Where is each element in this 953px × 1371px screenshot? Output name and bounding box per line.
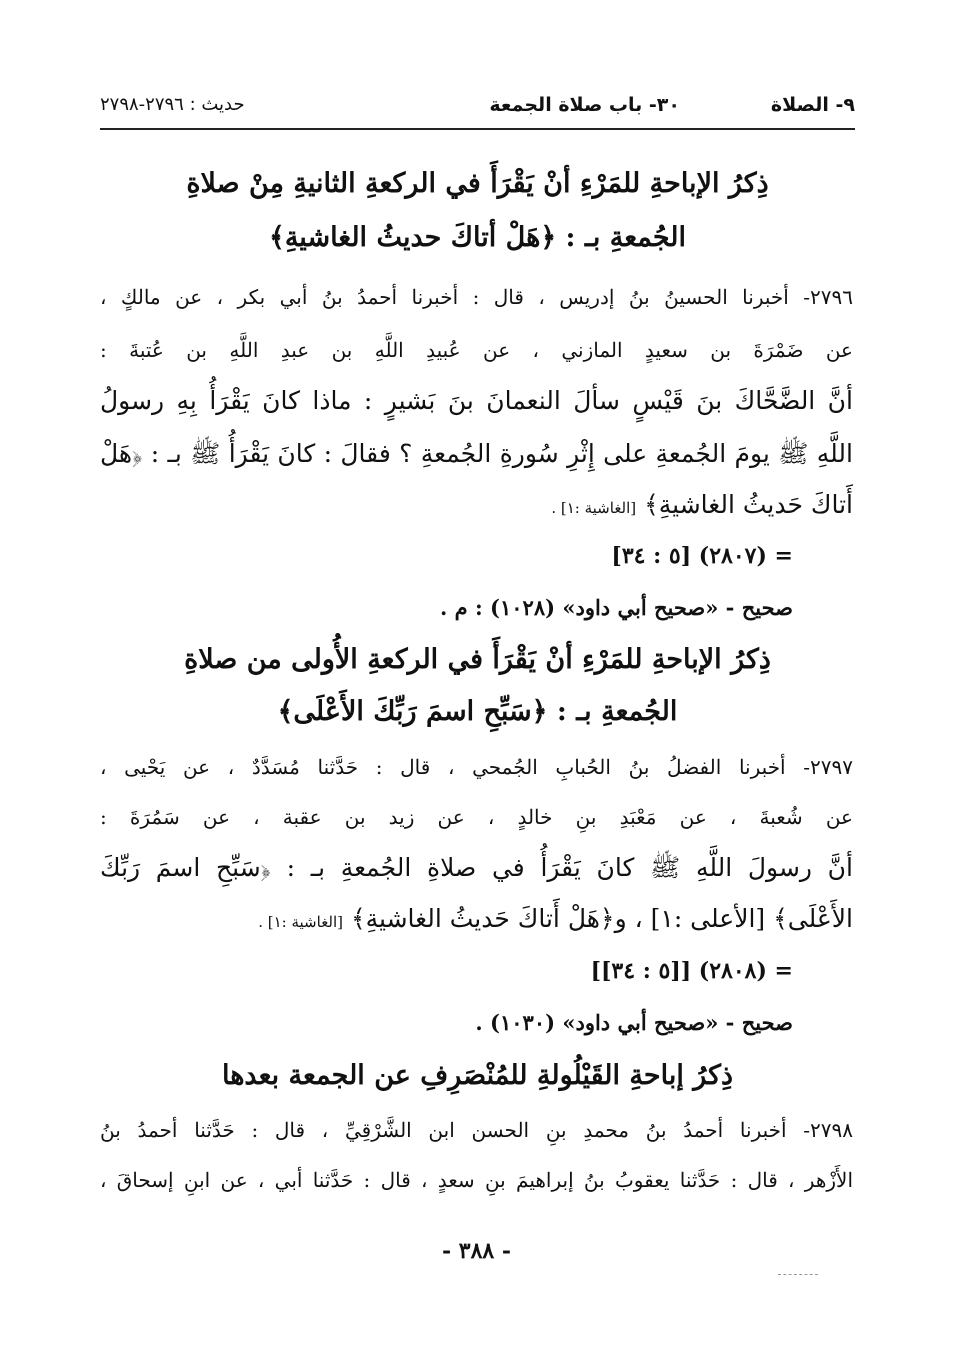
isnad-line: ٢٧٩٨- أخبرنا أحمدُ بنُ محمدِ بنِ الحسن ابن الشَّرْقِيِّ ، قال : حَدَّثنا أحمدُ بنُ xyxy=(100,1118,853,1142)
page-number: - ٣٨٨ - xyxy=(441,1238,512,1264)
isnad-line: ٢٧٩٧- أخبرنا الفضلُ بنُ الحُبابِ الجُمحي ، قال : حَدَّثنا مُسَدَّدٌ ، عن يَحْيى ، xyxy=(100,755,853,779)
section-title-line: الجُمعةِ بـ : ﴿سَبِّحِ اسمَ رَبِّكَ الأَعْلَى﴾ xyxy=(277,696,678,727)
section-title-line: ذِكرُ إباحةِ القَيْلُولةِ للمُنْصَرِفِ عن الجمعة بعدها xyxy=(221,1060,734,1091)
section-title-line: الجُمعةِ بـ : ﴿هَلْ أتاكَ حديثُ الغاشيةِ﴾ xyxy=(269,222,686,253)
running-header xyxy=(100,88,855,124)
scan-mark xyxy=(778,1274,818,1275)
section-title-line: ذِكرُ الإباحةِ للمَرْءِ أنْ يَقْرَأَ في الركعةِ الأُولى من صلاةِ xyxy=(184,644,771,675)
header-hadith-range: حديث : ٢٧٩٦-٢٧٩٨ xyxy=(100,94,245,115)
hadith-grade: صحيح - «صحيح أبي داود» (١٠٢٨) : م . xyxy=(440,595,793,620)
header-rule xyxy=(100,128,855,130)
isnad-line: عن ضَمْرَةَ بن سعيدٍ المازني ، عن عُبيدِ اللَّهِ بن عبدِ اللَّهِ بن عُتبةَ : xyxy=(100,338,853,362)
quran-reference: [الغاشية :١] . xyxy=(551,499,637,517)
matn-line: أنَّ الضَّحَّاكَ بنَ قَيْسٍ سألَ النعمانَ بنَ بَشيرٍ : ماذا كانَ يَقْرَأُ بِهِ رسولُ xyxy=(100,386,853,415)
cross-reference: = (٢٨٠٨) [[٥ : ٣٤]] xyxy=(590,958,793,984)
isnad-line: ٢٧٩٦- أخبرنا الحسينُ بنُ إدريس ، قال : أخبرنا أحمدُ بنُ أبي بكر ، عن مالكٍ ، xyxy=(100,285,853,309)
matn-text: أَتاكَ حَديثُ الغاشيةِ﴾ xyxy=(644,490,853,519)
matn-line-last xyxy=(100,904,853,933)
matn-text: الأَعْلَى﴾ [الأعلى :١] ، و﴿هَلْ أَتاكَ حَديثُ الغاشيةِ﴾ xyxy=(350,904,853,933)
matn-line: اللَّهِ ﷺ يومَ الجُمعةِ على إِثْرِ سُورةِ الجُمعةِ ؟ فقالَ : كانَ يَقْرَأُ ﷺ بـ : ﴿هَلْ xyxy=(100,439,853,468)
section-title-line: ذِكرُ الإباحةِ للمَرْءِ أنْ يَقْرَأَ في الركعةِ الثانيةِ مِنْ صلاةِ xyxy=(186,168,769,199)
matn-line: أنَّ رسولَ اللَّهِ ﷺ كانَ يَقْرَأُ في صلاةِ الجُمعةِ بـ : ﴿سَبِّحِ اسمَ رَبِّكَ xyxy=(100,853,853,882)
isnad-line: الأَزْهر ، قال : حَدَّثنا يعقوبُ بنُ إبراهيمَ بنِ سعدٍ ، قال : حَدَّثنا أبي ، عن ابنِ إسحاقَ ، xyxy=(100,1168,853,1192)
hadith-grade: صحيح - «صحيح أبي داود» (١٠٣٠) . xyxy=(475,1010,793,1035)
matn-line-last xyxy=(100,490,853,519)
isnad-line: عن شُعبةَ ، عن مَعْبَدِ بنِ خالدٍ ، عن زيد بن عقبة ، عن سَمُرَةَ : xyxy=(100,805,853,829)
cross-reference: = (٢٨٠٧) [٥ : ٣٤] xyxy=(611,543,793,569)
header-chapter: ٣٠- باب صلاة الجمعة xyxy=(489,94,680,116)
quran-reference: [الغاشية :١] . xyxy=(258,913,344,931)
header-book: ٩- الصلاة xyxy=(770,94,855,116)
